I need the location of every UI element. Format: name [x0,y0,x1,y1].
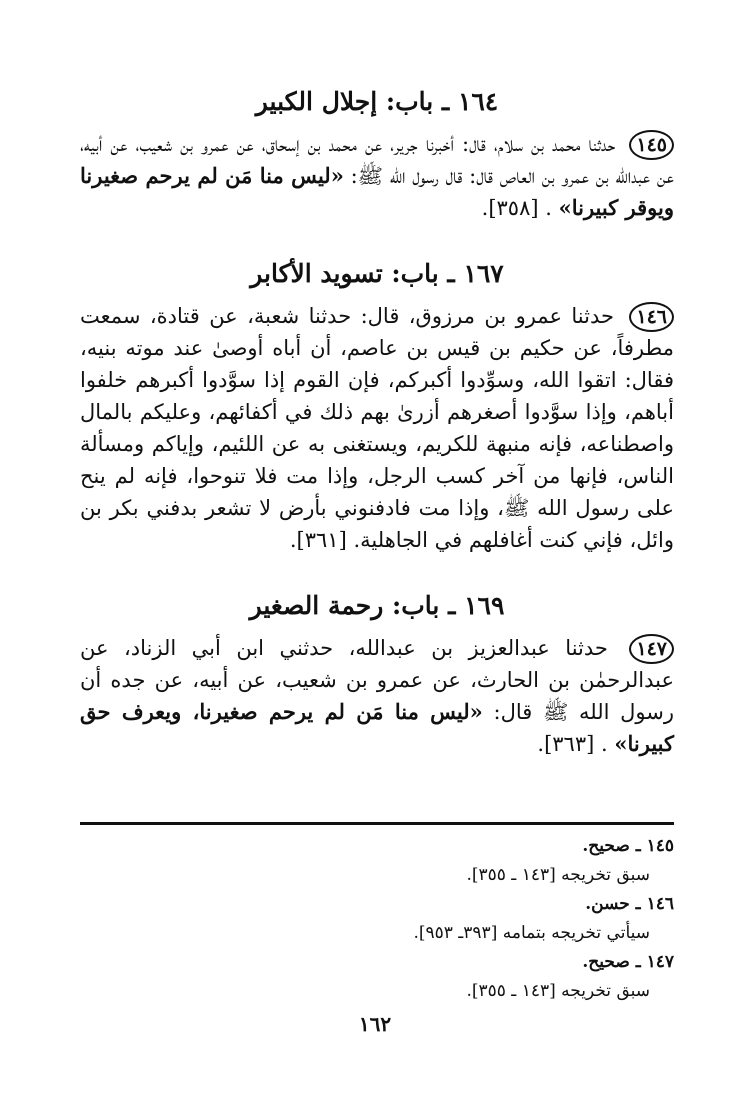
hadith-paragraph [80,632,674,760]
chapter-heading: ١٦٧ ـ باب: تسويد الأكابر [250,259,504,288]
hadith-number: ١٤٥ [629,130,674,160]
footnote-grade: ١٤٧ ـ صحيح. [582,952,674,972]
hadith-paragraph [80,128,674,224]
chapter-heading: ١٦٩ ـ باب: رحمة الصغير [249,591,505,620]
hadith-narration: حدثنا عبدالعزيز بن عبدالله، حدثني ابن أبي الزناد، عن عبدالرحمٰن بن الحارث، عن عمرو بن شعيب، عن أبيه، عن جده أن رسول الله ﷺ قال: [80,636,674,724]
footnotes [80,832,674,1006]
prophetic-quote: «ليس منا مَن لم يرحم صغيرنا ويوقر كبيرنا» [80,163,674,220]
page-number: ١٦٢ [358,1012,392,1036]
hadith-paragraph [80,300,674,556]
hadith-narration: حدثنا عمرو بن مرزوق، قال: حدثنا شعبة، عن قتادة، سمعت مطرفاً، عن حكيم بن قيس بن عاصم، أن أباه أوصىٰ عند موته بنيه، فقال: اتقوا الله، وسوِّدوا أكبركم، فإن القوم إذا سوَّدوا أكبرهم خلفوا أباهم، وإذا سوَّدوا أصغرهم أزرىٰ بهم ذلك في أكفائهم، وعليكم بالمال واصطناعه، فإنه منبهة للكريم، ويستغنى به عن اللئيم، وإياكم ومسألة الناس، فإنها من آخر كسب الرجل، وإذا مت فلا تنوحوا، فإنه لم ينح على رسول الله ﷺ، وإذا مت فادفنوني بأرض لا تشعر بدفني بكر بن وائل، فإني كنت أغافلهم في الجاهلية. [80,304,674,552]
hadith-number: ١٤٧ [629,634,674,664]
footnote-detail: سيأتي تخريجه بتمامه [٣٩٣ـ ٩٥٣]. [413,923,650,943]
chapter-heading: ١٦٤ ـ باب: إجلال الكبير [255,87,499,116]
prophetic-quote: «ليس منا مَن لم يرحم صغيرنا، ويعرف حق كبيرنا» [80,699,674,756]
hadith-reference: [٣٦١]. [289,528,347,552]
footnote-divider [80,822,674,825]
hadith-reference: . [٣٥٨]. [481,196,552,220]
hadith-narration: حدثنا محمد بن سلام، قال: أخبرنا جرير، عن محمد بن إسحاق، عن عمرو بن شعيب، عن أبيه، عن عبدالله بن عمرو بن العاص قال: قال رسول الله ﷺ: [80,132,674,188]
footnote-detail: سبق تخريجه [١٤٣ ـ ٣٥٥]. [466,981,650,1001]
hadith-number: ١٤٦ [629,302,674,332]
footnote-grade: ١٤٦ ـ حسن. [585,894,674,914]
footnote-detail: سبق تخريجه [١٤٣ ـ ٣٥٥]. [466,865,650,885]
hadith-reference: . [٣٦٣]. [537,732,608,756]
main-text [80,70,674,760]
footnote-grade: ١٤٥ ـ صحيح. [582,836,674,856]
